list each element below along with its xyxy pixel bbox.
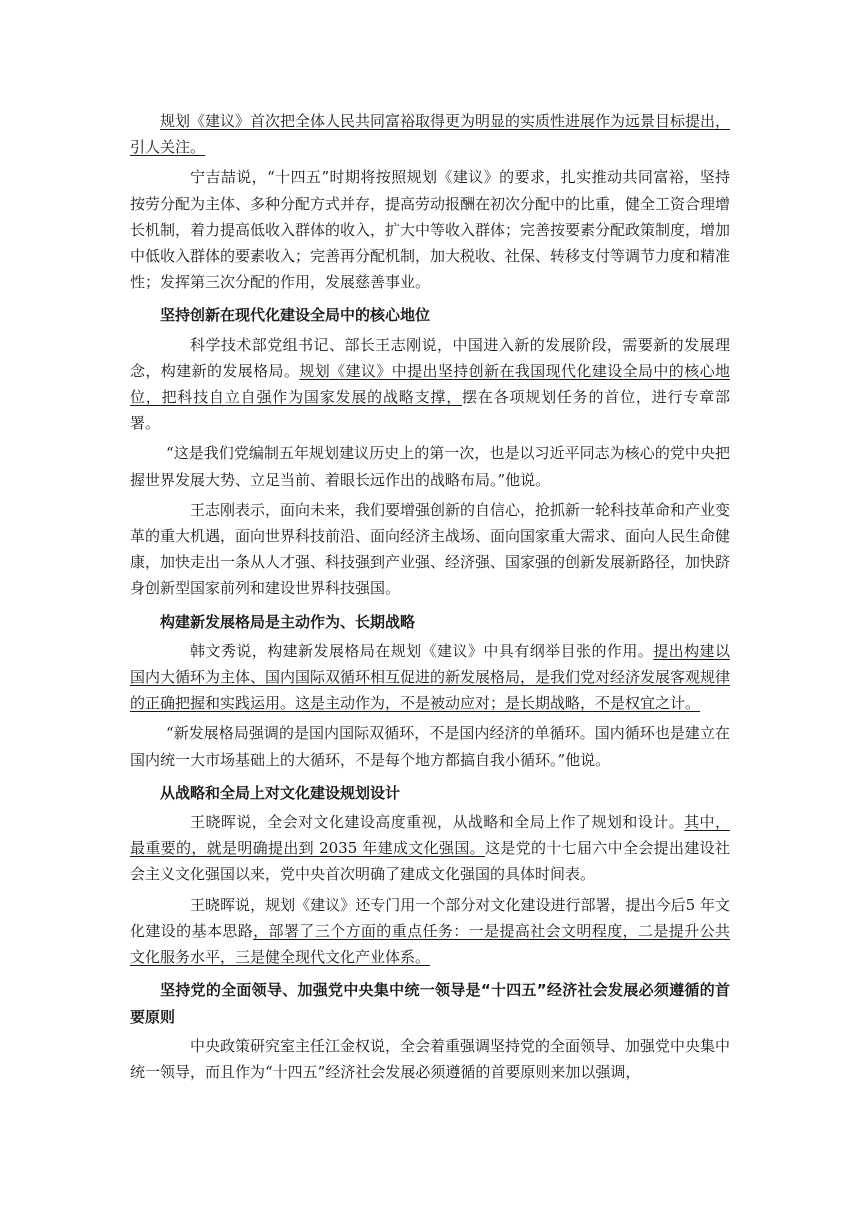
underlined-text: 规划《建议》中提出坚持创新在我国现代化建设全局中的核心地位，把科技自立自强作为国家发展的战略支撑， <box>130 361 730 407</box>
paragraph-text: 王晓晖说，全会对文化建设高度重视，从战略和全局上作了规划和设计。 <box>190 813 685 832</box>
paragraph-text: 科学技术部党组书记、部长王志刚说，中国进入新的发展阶段，需要新的发展理念，构建新的发展格局。 <box>130 335 730 380</box>
paragraph-text: 这是党的十七届六中全会提出建设社会主义文化强国以来，党中央首次明确了建成文化强国的具体时间表。 <box>130 839 730 884</box>
underlined-text: 提出构建以国内大循环为主体、国内国际双循环相互促进的新发展格局，是我们党对经济发展客观规律的正确把握和实践运用。这是主动作为，不是被动应对；是长期战略，不是权宜之计。 <box>130 641 731 713</box>
paragraph-text: 摆在各项规划任务的首位，进行专章部署。 <box>130 388 730 433</box>
paragraph-text: 王晓晖说，规划《建议》还专门用一个部分对文化建设进行部署，提出今后5 年文化建设的基本思路 <box>130 895 730 940</box>
paragraph-text: 韩文秀说，构建新发展格局在规划《建议》中具有纲举目张的作用。 <box>190 641 654 660</box>
body-paragraph <box>130 497 730 606</box>
paragraph-text: 从战略和全局上对文化建设规划设计 <box>160 783 401 802</box>
paragraph-text: 宁吉喆说，“十四五”时期将按照规划《建议》的要求，扎实推动共同富裕，坚持按劳分配为主体、多种分配方式并存，提高劳动报酬在初次分配中的比重，健全工资合理增长机制，着力提高低收入群体的收入，扩大中等收入群体；完善按要素分配政策制度，增加中低收入群体的要素收入；完善再分配机制，加大税收、社保、转移支付等调节力度和精准性；发挥第三次分配的作用，发展慈善事业。 <box>130 168 731 292</box>
paragraph-text: 构建新发展格局是主动作为、长期战略 <box>160 612 416 631</box>
section-heading <box>130 299 730 331</box>
section-heading <box>130 777 730 809</box>
body-paragraph <box>130 164 730 299</box>
body-paragraph <box>130 108 730 164</box>
underlined-text: ，部署了三个方面的重点任务：一是提高社会文明程度，二是提升公共文化服务水平，三是健全现代文化产业体系。 <box>130 921 730 967</box>
paragraph-text: 坚持创新在现代化建设全局中的核心地位 <box>160 306 431 325</box>
underlined-text: 规划《建议》首次把全体人民共同富裕取得更为明显的实质性进展作为远景目标提出，引人关注。 <box>130 112 731 157</box>
body-paragraph <box>130 638 730 721</box>
section-heading <box>130 974 730 1032</box>
body-paragraph <box>130 332 730 441</box>
section-heading <box>130 606 730 638</box>
paragraph-text: 中央政策研究室主任江金权说，全会着重强调坚持党的全面领导、加强党中央集中统一领导，而且作为“十四五”经济社会发展必须遵循的首要原则来加以强调， <box>130 1036 731 1081</box>
body-paragraph <box>130 440 730 496</box>
paragraph-text: “新发展格局强调的是国内国际双循环，不是国内经济的单循环。国内循环也是建立在国内统一大市场基础上的大循环，不是每个地方都搞自我小循环。”他说。 <box>130 724 730 769</box>
paragraph-text: “这是我们党编制五年规划建议历史上的第一次，也是以习近平同志为核心的党中央把握世界发展大势、立足当前、着眼长远作出的战略布局。”他说。 <box>130 444 730 489</box>
document-page <box>130 108 730 1089</box>
paragraph-text: 坚持党的全面领导、加强党中央集中统一领导是“十四五”经济社会发展必须遵循的首要原则 <box>130 981 730 1026</box>
body-paragraph <box>130 1033 730 1089</box>
body-paragraph <box>130 809 730 892</box>
underlined-text: 其中，最重要的，就是明确提出到 2035 年建成文化强国。 <box>130 813 730 858</box>
body-paragraph <box>130 720 730 776</box>
paragraph-text: 王志刚表示，面向未来，我们要增强创新的自信心，抢抓新一轮科技革命和产业变革的重大机遇，面向世界科技前沿、面向经济主战场、面向国家重大需求、面向人民生命健康，加快走出一条从人才强、科技强到产业强、经济强、国家强的创新发展新路径，加快跻身创新型国家前列和建设世界科技强国。 <box>130 500 731 598</box>
body-paragraph <box>130 892 730 975</box>
